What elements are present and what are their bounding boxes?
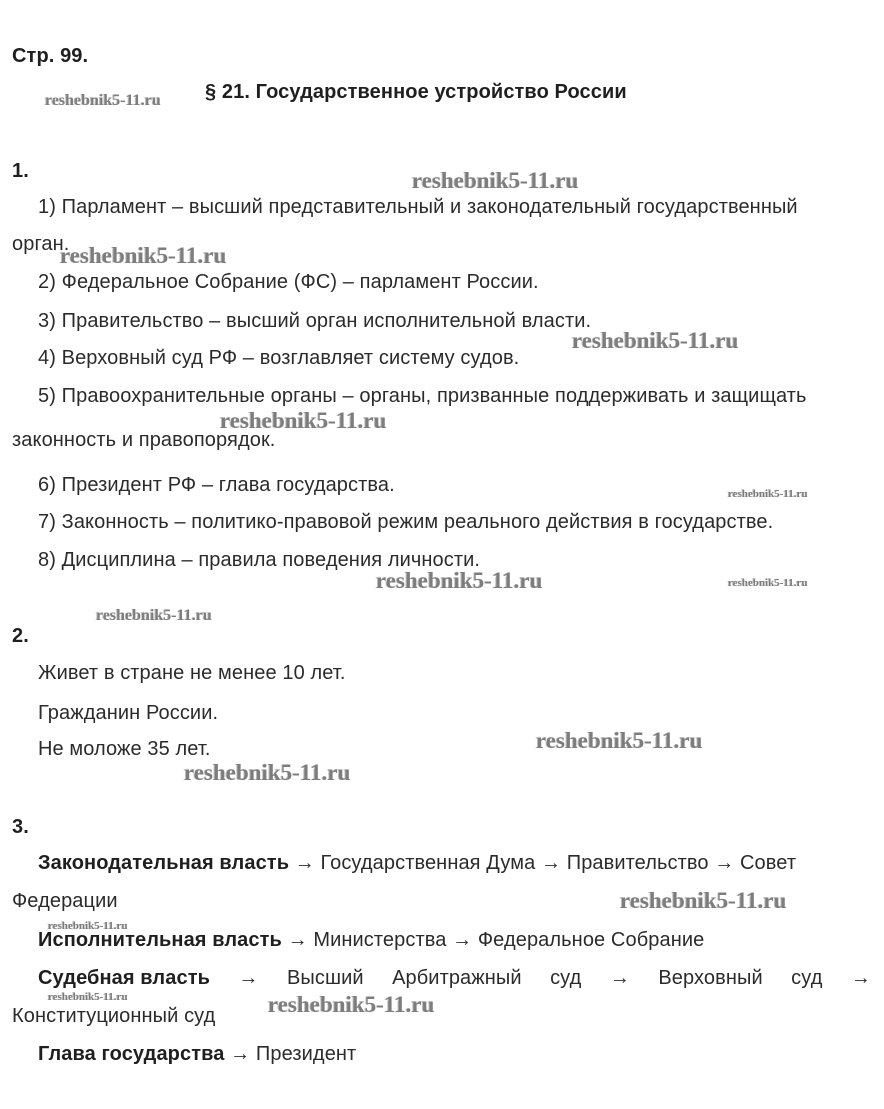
watermark: reshebnik5-11.ru: [728, 577, 808, 589]
q2-line-2: Гражданин России.: [38, 702, 219, 724]
q3-head-chain: → Президент: [230, 1043, 357, 1065]
watermark: reshebnik5-11.ru: [376, 568, 543, 593]
q1-item-5-line2: законность и правопорядок.: [12, 429, 276, 451]
q3-executive-label: Исполнительная власть: [38, 929, 282, 951]
q3-judicial-cont: Конституционный суд: [12, 1005, 216, 1027]
watermark: reshebnik5-11.ru: [45, 92, 161, 109]
watermark: reshebnik5-11.ru: [536, 728, 703, 753]
q3-legislative-chain: → Государственная Дума → Правительство → Совет: [294, 852, 797, 874]
q1-item-1-line2: орган.: [12, 233, 70, 255]
q3-judicial-word: Верховный: [658, 967, 763, 989]
q1-item-4: 4) Верховный суд РФ – возглавляет систему судов.: [38, 347, 520, 369]
watermark: reshebnik5-11.ru: [412, 168, 579, 193]
q3-judicial-word: →: [609, 967, 630, 989]
watermark: reshebnik5-11.ru: [48, 920, 128, 932]
q2-line-1: Живет в стране не менее 10 лет.: [38, 662, 346, 684]
q1-item-6: 6) Президент РФ – глава государства.: [38, 474, 395, 496]
q3-judicial-word: суд: [550, 967, 582, 989]
question-1-number: 1.: [12, 160, 29, 182]
q1-item-8: 8) Дисциплина – правила поведения личности.: [38, 549, 481, 571]
q3-judicial-label: Судебная власть: [38, 967, 210, 989]
q1-item-2: 2) Федеральное Собрание (ФС) – парламент России.: [38, 271, 539, 293]
q3-judicial-word: →: [850, 967, 871, 989]
q1-item-5-line1: 5) Правоохранительные органы – органы, призванные поддерживать и защищать: [38, 385, 807, 407]
q3-row-judicial: [38, 966, 871, 990]
q3-judicial-word: суд: [791, 967, 823, 989]
q2-line-3: Не моложе 35 лет.: [38, 738, 211, 760]
watermark: reshebnik5-11.ru: [220, 408, 387, 433]
q1-item-3: 3) Правительство – высший орган исполнительной власти.: [38, 310, 592, 332]
watermark: reshebnik5-11.ru: [48, 991, 128, 1003]
q3-row-executive: [38, 928, 704, 952]
watermark: reshebnik5-11.ru: [572, 328, 739, 353]
q3-legislative-cont: Федерации: [12, 890, 118, 912]
q3-judicial-word: →: [238, 967, 259, 989]
q3-judicial-word: Высший: [286, 967, 364, 989]
watermark: reshebnik5-11.ru: [728, 488, 808, 500]
watermark: reshebnik5-11.ru: [96, 607, 212, 624]
watermark: reshebnik5-11.ru: [620, 888, 787, 913]
section-title: § 21. Государственное устройство России: [205, 81, 627, 103]
question-3-number: 3.: [12, 816, 29, 838]
watermark: reshebnik5-11.ru: [60, 243, 227, 268]
q3-legislative-label: Законодательная власть: [38, 852, 290, 874]
q3-head-label: Глава государства: [38, 1043, 225, 1065]
watermark: reshebnik5-11.ru: [184, 760, 351, 785]
page-label: Стр. 99.: [12, 45, 89, 67]
q3-row-legislative: [38, 851, 796, 875]
watermark: reshebnik5-11.ru: [268, 992, 435, 1017]
q1-item-7: 7) Законность – политико-правовой режим реального действия в государстве.: [38, 511, 774, 533]
q3-judicial-word: Арбитражный: [392, 967, 522, 989]
q1-item-1-line1: 1) Парламент – высший представительный и законодательный государственный: [38, 196, 798, 218]
q3-executive-chain: → Министерства → Федеральное Собрание: [287, 929, 705, 951]
q3-row-head-of-state: [38, 1042, 356, 1066]
question-2-number: 2.: [12, 625, 29, 647]
